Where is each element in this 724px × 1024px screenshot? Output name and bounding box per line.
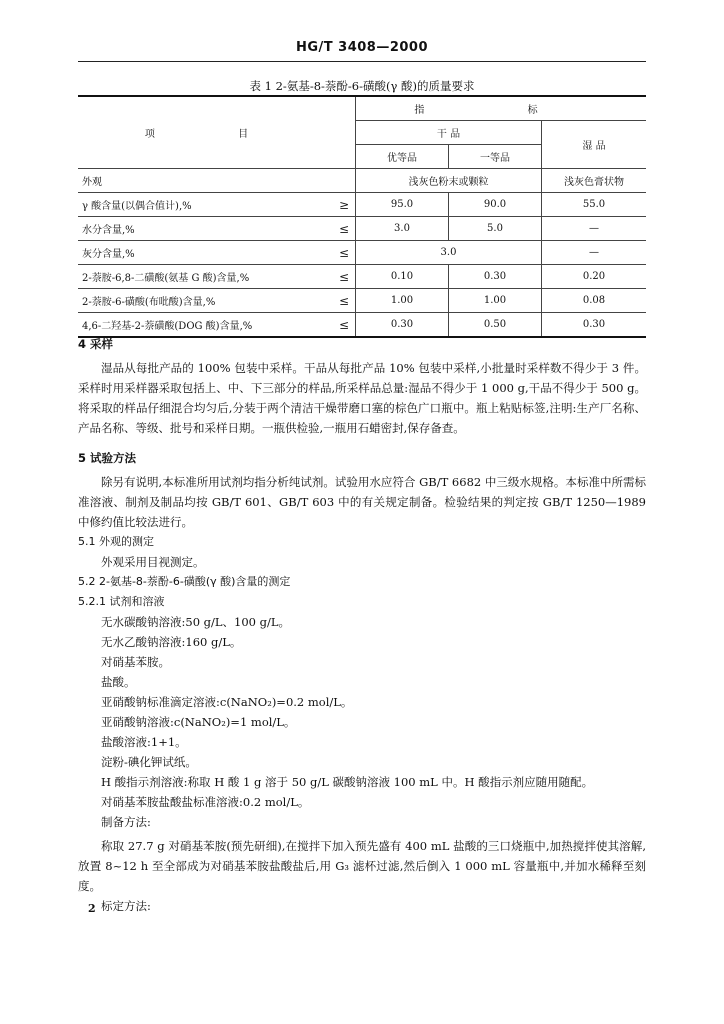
row-label: 灰分含量,% <box>78 241 319 265</box>
row-op: ≤ <box>319 265 356 289</box>
table-row <box>78 265 646 289</box>
row-op: ≤ <box>319 241 356 265</box>
cell-first: 1.00 <box>449 289 542 313</box>
prep-text: 称取 27.7 g 对硝基苯胺(预先研细),在搅拌下加入预先盛有 400 mL 盐酸的三口烧瓶中,加热搅拌使其溶解,放置 8~12 h 至全部成为对硝基苯胺盐酸盐后,用 G₃ 滤杯过滤,然后倒入 1 000 mL 容量瓶中,并加水稀释至刻度。 <box>78 839 646 893</box>
reagent-item: 盐酸。 <box>101 675 136 689</box>
head-first: 一等品 <box>449 145 542 169</box>
section-4-title: 4 采样 <box>78 337 114 351</box>
row-label: 4,6-二羟基-2-萘磺酸(DOG 酸)含量,% <box>78 313 319 338</box>
row-op: ≥ <box>319 193 356 217</box>
reagent-item: 亚硝酸钠标准滴定溶液:c(NaNO₂)=0.2 mol/L。 <box>101 695 353 709</box>
reagent-item: 无水碳酸钠溶液:50 g/L、100 g/L。 <box>101 615 291 629</box>
table-row <box>78 217 646 241</box>
section-5-text: 除另有说明,本标准所用试剂均指分析纯试剂。试验用水应符合 GB/T 6682 中三级水规格。本标准中所需标准溶液、制剂及制品均按 GB/T 601、GB/T 603 中的有关规定制备。检验结果的判定按 GB/T 1250—1989 中修约值比较法进行。 <box>78 475 646 529</box>
section-4-text: 湿品从每批产品的 100% 包装中采样。干品从每批产品 10% 包装中采样,小批量时采样数不得少于 3 件。采样时用采样器采取包括上、中、下三部分的样品,所采样品总量:湿品不得少于 1 000 g,干品不得少于 500 g。将采取的样品仔细混合均匀后,分装于两个清洁干燥带磨口塞的棕色广口瓶中。瓶上粘贴标签,注明:生产厂名称、产品名称、等级、批号和采样日期。一瓶供检验,一瓶用石蜡密封,保存备查。 <box>78 361 646 435</box>
row-op: ≤ <box>319 217 356 241</box>
cell-wet: — <box>542 241 647 265</box>
cell-superior: 0.10 <box>356 265 449 289</box>
head-wet: 湿 品 <box>542 121 647 169</box>
cell-first: 90.0 <box>449 193 542 217</box>
reagent-item: 亚硝酸钠溶液:c(NaNO₂)=1 mol/L。 <box>101 715 296 729</box>
reagent-item: 盐酸溶液:1+1。 <box>101 735 187 749</box>
head-dry: 干 品 <box>356 121 542 145</box>
row-label: 2-萘胺-6-磺酸(布吡酸)含量,% <box>78 289 319 313</box>
calib-label: 标定方法: <box>101 899 151 913</box>
section-5-1-text: 外观采用目视测定。 <box>101 555 205 569</box>
reagent-item: H 酸指示剂溶液:称取 H 酸 1 g 溶于 50 g/L 碳酸钠溶液 100 mL 中。H 酸指示剂应随用随配。 <box>101 775 594 789</box>
head-indicator: 指 标 <box>356 96 647 121</box>
row-label: 外观 <box>78 169 319 193</box>
table-row <box>78 289 646 313</box>
table-row <box>78 193 646 217</box>
row-label: 2-萘胺-6,8-二磺酸(氨基 G 酸)含量,% <box>78 265 319 289</box>
section-5-1-title: 5.1 外观的测定 <box>78 535 154 548</box>
head-superior: 优等品 <box>356 145 449 169</box>
head-item: 项 目 <box>78 96 356 169</box>
cell-wet: 0.30 <box>542 313 647 338</box>
table-caption: 表 1 2-氨基-8-萘酚-6-磺酸(γ 酸)的质量要求 <box>249 79 475 93</box>
reagent-item: 淀粉-碘化钾试纸。 <box>101 755 197 769</box>
cell-wet: — <box>542 217 647 241</box>
table-row <box>78 169 646 193</box>
reagent-item: 对硝基苯胺。 <box>101 655 170 669</box>
table-row <box>78 241 646 265</box>
standard-header: HG/T 3408—2000 <box>295 40 429 55</box>
cell-wet: 0.20 <box>542 265 647 289</box>
section-5-2-1-title: 5.2.1 试剂和溶液 <box>78 595 165 608</box>
prep-label: 制备方法: <box>101 815 151 829</box>
quality-table <box>78 95 646 338</box>
cell-first: 5.0 <box>449 217 542 241</box>
cell-superior: 1.00 <box>356 289 449 313</box>
row-op: ≤ <box>319 313 356 338</box>
cell-merged: 3.0 <box>356 241 542 265</box>
cell-first: 0.50 <box>449 313 542 338</box>
cell-first: 0.30 <box>449 265 542 289</box>
page-number: 2 <box>88 902 96 915</box>
cell-appearance-dry: 浅灰色粉末或颗粒 <box>356 169 542 193</box>
cell-superior: 0.30 <box>356 313 449 338</box>
row-label: γ 酸含量(以偶合值计),% <box>78 193 319 217</box>
reagent-item: 无水乙酸钠溶液:160 g/L。 <box>101 635 242 649</box>
cell-superior: 95.0 <box>356 193 449 217</box>
cell-wet: 55.0 <box>542 193 647 217</box>
row-label: 水分含量,% <box>78 217 319 241</box>
header-rule <box>78 61 646 62</box>
body-content <box>78 334 646 916</box>
cell-wet: 0.08 <box>542 289 647 313</box>
reagent-item: 对硝基苯胺盐酸盐标准溶液:0.2 mol/L。 <box>101 795 310 809</box>
section-5-title: 5 试验方法 <box>78 451 137 465</box>
row-op: ≤ <box>319 289 356 313</box>
cell-wet: 浅灰色膏状物 <box>542 169 647 193</box>
row-op <box>319 169 356 193</box>
section-5-2-title: 5.2 2-氨基-8-萘酚-6-磺酸(γ 酸)含量的测定 <box>78 575 291 588</box>
cell-superior: 3.0 <box>356 217 449 241</box>
